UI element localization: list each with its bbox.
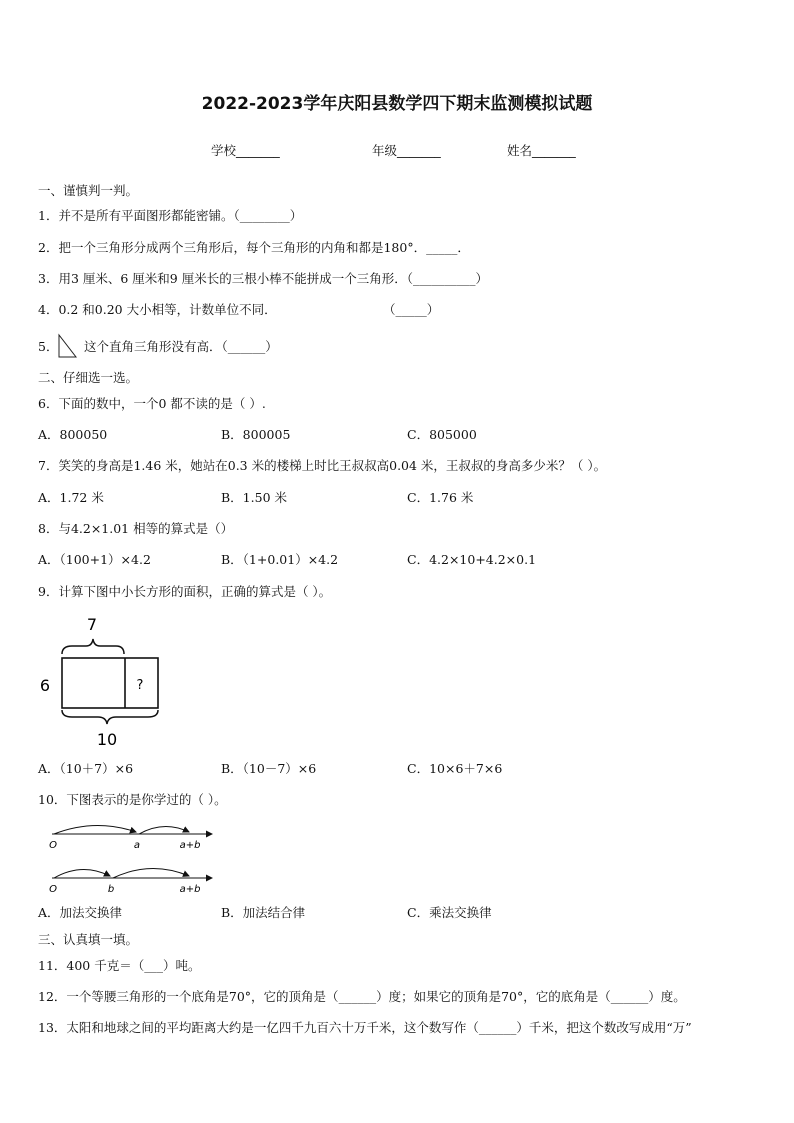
question-9: 9．计算下图中小长方形的面积，正确的算式是（ ）。	[38, 584, 332, 599]
number-line-diagram	[40, 816, 220, 898]
section-heading-3: 三、认真填一填。	[38, 932, 139, 947]
question-6: 6．下面的数中，一个0 都不读的是（ ）.	[38, 396, 266, 411]
section-heading-1: 一、谨慎判一判。	[38, 183, 139, 198]
question-6-option-c: C．805000	[407, 427, 477, 442]
question-5-number: 5．	[38, 339, 59, 354]
unknown-mark: ?	[136, 678, 144, 693]
diagram-left-label: 6	[39, 676, 51, 695]
question-1: 1．并不是所有平面图形都能密铺。（________）	[38, 208, 303, 223]
question-3: 3．用3 厘米、6 厘米和9 厘米长的三根小棒不能拼成一个三角形．（__________）	[38, 271, 488, 286]
question-11: 11．400 千克＝（___）吨。	[38, 958, 201, 973]
right-triangle-figure	[56, 333, 78, 359]
grade-field: 年级_______	[372, 143, 441, 158]
diagram-bottom-label: 10	[96, 730, 118, 749]
question-9-option-b: B．（10－7）×6	[221, 761, 317, 776]
number-line-1	[49, 825, 212, 851]
line1-label-ab: a+b	[179, 840, 201, 851]
question-10-option-b: B．加法结合律	[221, 905, 306, 920]
question-2: 2．把一个三角形分成两个三角形后，每个三角形的内角和都是180°．_____．	[38, 240, 470, 255]
question-5: 这个直角三角形没有高．（______）	[84, 339, 278, 354]
number-line-2	[49, 868, 212, 895]
line2-label-ab: a+b	[179, 884, 201, 895]
question-10: 10．下图表示的是你学过的（ ）。	[38, 792, 227, 807]
question-8-option-a: A．（100+1）×4.2	[38, 552, 151, 567]
question-6-option-b: B．800005	[221, 427, 291, 442]
line2-label-o: O	[49, 884, 57, 895]
line1-label-a: a	[133, 840, 141, 851]
line2-label-b: b	[107, 884, 115, 895]
line1-label-o: O	[49, 840, 57, 851]
question-7-option-a: A．1.72 米	[38, 490, 104, 505]
question-10-option-a: A．加法交换律	[38, 905, 123, 920]
question-7-option-c: C．1.76 米	[407, 490, 474, 505]
section-heading-2: 二、仔细选一选。	[38, 370, 139, 385]
bottom-brace	[62, 710, 158, 724]
question-13: 13．太阳和地球之间的平均距离大约是一亿四千九百六十万千米，这个数写作（______）千米，把这个数改写成用“万”	[38, 1020, 692, 1035]
question-7-option-b: B．1.50 米	[221, 490, 287, 505]
question-8-option-c: C．4.2×10+4.2×0.1	[407, 552, 537, 567]
question-4: 4．0.2 和0.20 大小相等，计数单位不同．	[38, 302, 277, 317]
name-field: 姓名_______	[507, 143, 576, 158]
rectangle-diagram	[36, 612, 166, 752]
question-12: 12．一个等腰三角形的一个底角是70°，它的顶角是（______）度；如果它的顶角是70°，它的底角是（______）度。	[38, 989, 686, 1004]
diagram-top-label: 7	[86, 615, 98, 634]
question-6-option-a: A．800050	[38, 427, 108, 442]
page-title: 2022-2023学年庆阳县数学四下期末监测模拟试题	[201, 94, 593, 114]
large-rectangle	[62, 658, 158, 708]
question-9-option-a: A．（10＋7）×6	[38, 761, 134, 776]
question-10-option-c: C．乘法交换律	[407, 905, 492, 920]
question-4-blank: （_____）	[383, 302, 440, 317]
top-brace	[62, 639, 124, 654]
question-8: 8．与4.2×1.01 相等的算式是（）	[38, 521, 234, 536]
school-field: 学校_______	[211, 143, 280, 158]
question-7: 7．笑笑的身高是1.46 米，她站在0.3 米的楼梯上时比王叔叔高0.04 米，王叔叔的身高多少米？（ ）。	[38, 458, 607, 473]
question-9-option-c: C．10×6＋7×6	[407, 761, 503, 776]
question-8-option-b: B．（1+0.01）×4.2	[221, 552, 339, 567]
